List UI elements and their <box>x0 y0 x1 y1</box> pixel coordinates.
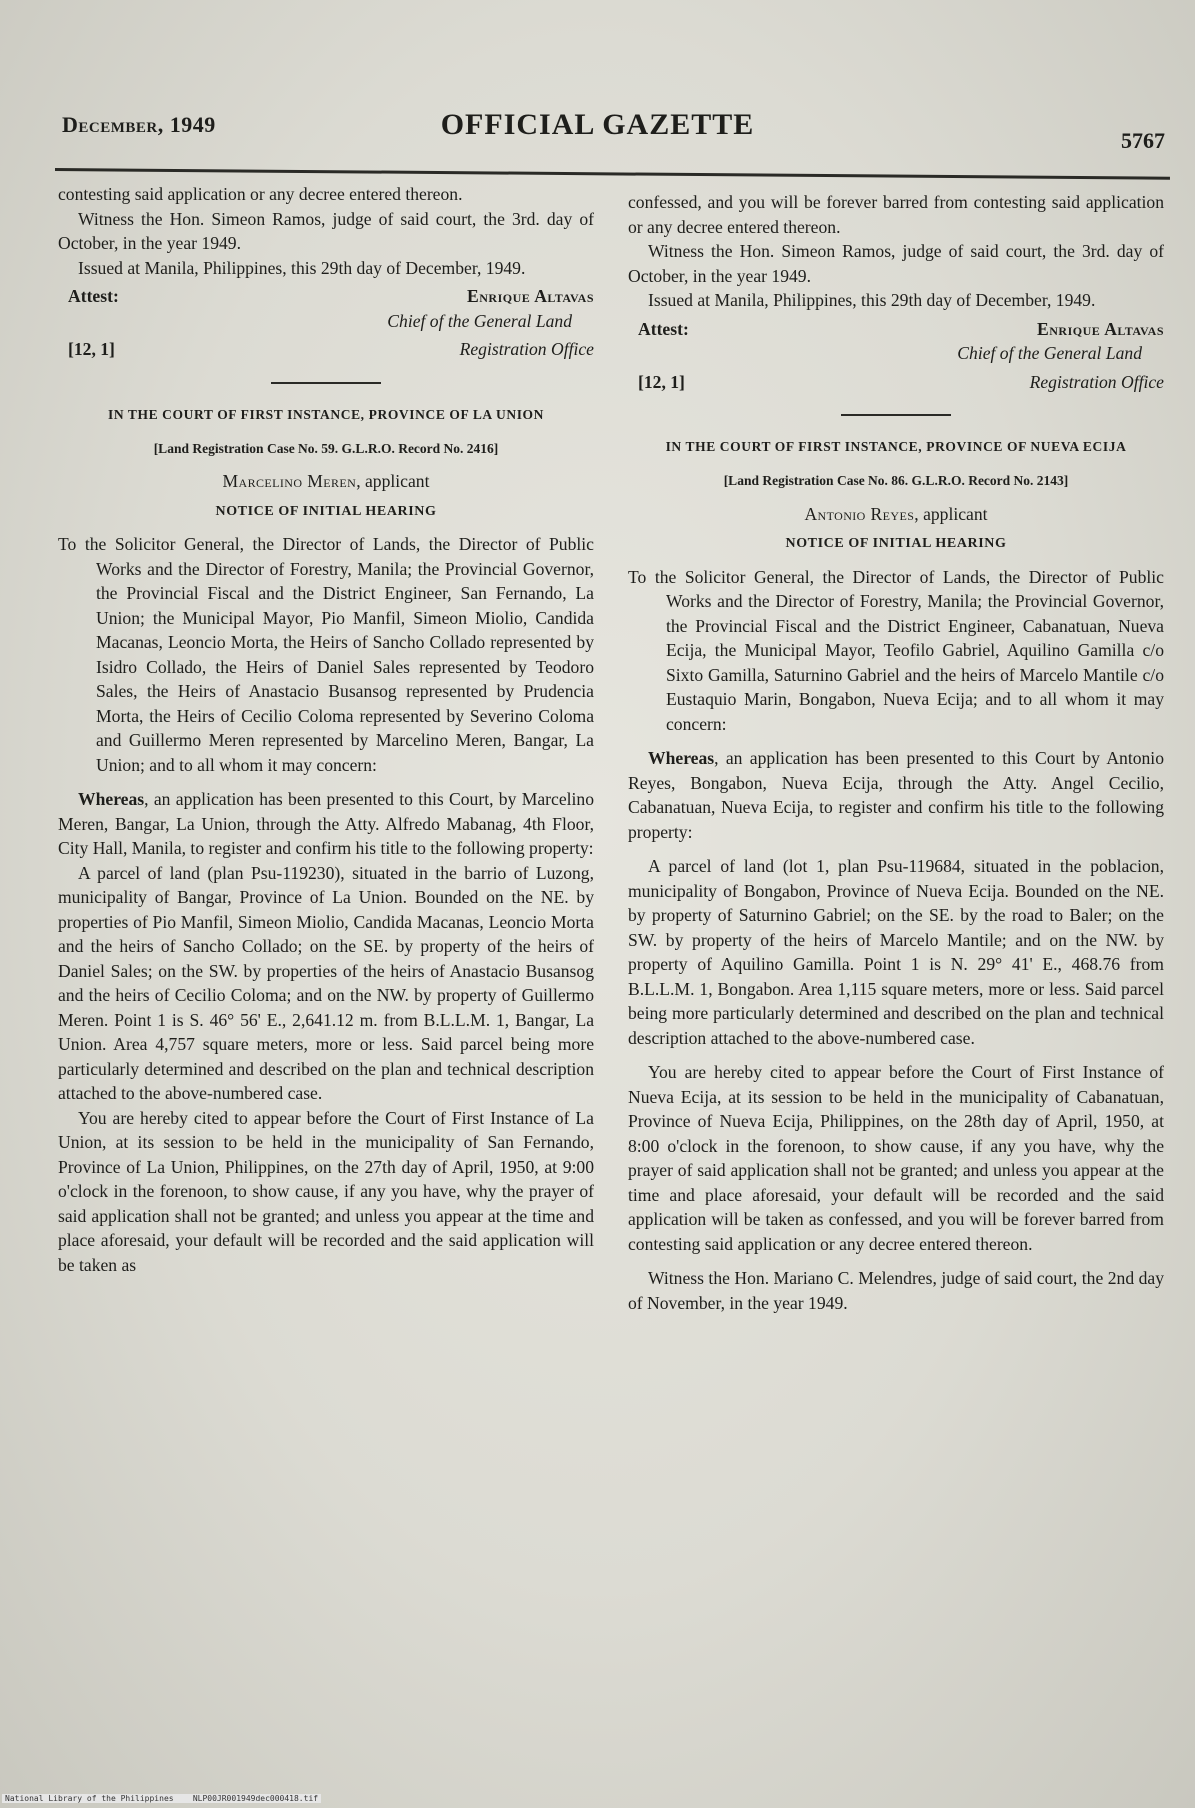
applicant-line <box>628 502 1164 527</box>
whereas-lead: Whereas <box>78 789 145 809</box>
signer-name: Enrique Altavas <box>1037 318 1164 339</box>
page-number: 5767 <box>1121 128 1165 153</box>
whereas-lead: Whereas <box>648 748 715 768</box>
court-heading: IN THE COURT OF FIRST INSTANCE, PROVINCE OF NUEVA ECIJA <box>665 439 1127 454</box>
applicant-line <box>58 469 594 494</box>
addressees: To the Solicitor General, the Director of Lands, the Director of Public Works and the Director of Forestry, Manila; the Provincial Governor, the Provincial Fiscal and the District Engineer, Cabanatuan, Nueva Ecija, the Municipal Mayor, Teofilo Gabriel, Aquilino Gamilla c/o Sixto Gamilla, Saturnino Gabriel and the heirs of Marcelo Mantile c/o Eustaquio Marin, Bongabon, Nueva Ecija; and to all whom it may concern: <box>628 566 1164 734</box>
ref-row <box>628 370 1164 395</box>
court-heading: IN THE COURT OF FIRST INSTANCE, PROVINCE OF LA UNION <box>107 406 545 422</box>
notice-title: NOTICE OF INITIAL HEARING <box>215 503 437 519</box>
signer-title: Chief of the General Land <box>387 310 572 331</box>
attest-row <box>628 317 1164 342</box>
scan-footer <box>2 1794 321 1803</box>
citation-paragraph: You are hereby cited to appear before the Court of First Instance of Nueva Ecija, at its session to be held in the municipality of Cabanatuan, Province of Nueva Ecija, Philippines, on the 28th day of April, 1950, at 8:00 o'clock in the forenoon, to show cause, if any you have, why the prayer of said application shall not be granted; and unless you appear at the time and place aforesaid, your default will be recorded and the said application will be taken as confessed, and you will be forever barred from contesting said application or any decree entered thereon. <box>628 1062 1164 1254</box>
header-title: OFFICIAL GAZETTE <box>440 108 755 141</box>
applicant-suffix: , applicant <box>914 503 988 524</box>
whereas-paragraph <box>58 787 594 861</box>
right-column <box>628 190 1164 1315</box>
signer-title: Chief of the General Land <box>957 343 1142 363</box>
section-divider <box>841 414 951 416</box>
attest-label: Attest: <box>638 318 689 339</box>
closing-paragraph: contesting said application or any decree entered thereon. <box>58 184 463 204</box>
citation-paragraph: You are hereby cited to appear before the Court of First Instance of La Union, at its session to be held in the municipality of San Fernando, Province of La Union, Philippines, on the 27th day of April, 1950, at 9:00 o'clock in the forenoon, to show cause, if any you have, why the prayer of said application shall not be granted; and unless you appear at the time and place aforesaid, your default will be recorded and the said application will be taken as <box>58 1107 594 1275</box>
closing-paragraph: confessed, and you will be forever barred from contesting said application or any decree entered thereon. <box>628 192 1164 237</box>
section-divider <box>271 382 381 384</box>
property-description: A parcel of land (lot 1, plan Psu-119684, situated in the poblacion, municipality of Bongabon, Province of Nueva Ecija. Bounded on the NE. by property of Saturnino Gabriel; on the SE. by the road to Baler; on the SW. by property of the heirs of Marcelo Mantile; and on the NW. by property of Aquilino Gamilla. Point 1 is N. 29° 41' E., 468.76 from B.L.L.M. 1, Bongabon. Area 1,115 square meters, more or less. Said parcel being more particularly determined and described on the plan and technical description attached to the above-numbered case. <box>628 856 1164 1048</box>
footer-source: National Library of the Philippines <box>5 1794 174 1803</box>
signer-name: Enrique Altavas <box>467 286 594 306</box>
closing-paragraph: Witness the Hon. Simeon Ramos, judge of said court, the 3rd. day of October, in the year 1949. <box>58 208 594 253</box>
attest-row <box>58 284 594 309</box>
case-line: [Land Registration Case No. 86. G.L.R.O. Record No. 2143] <box>723 473 1069 488</box>
property-description: A parcel of land (plan Psu-119230), situated in the barrio of Luzong, municipality of Bangar, Province of La Union. Bounded on the NE. by properties of Pio Manfil, Simeon Miolio, Candida Macanas, Leoncio Morta and the heirs of Sancho Collado; on the SE. by property of the heirs of Daniel Sales; on the SW. by properties of the heirs of Anastacio Busansog and the heirs of Cecilio Coloma; and on the NW. by property of Guillermo Meren. Point 1 is S. 46° 56' E., 2,641.12 m. from B.L.L.M. 1, Bangar, La Union. Area 4,757 square meters, more or less. Said parcel being more particularly determined and described on the plan and technical description attached to the above-numbered case. <box>58 862 594 1103</box>
whereas-paragraph <box>628 746 1164 844</box>
closing-paragraph: Issued at Manila, Philippines, this 29th day of December, 1949. <box>78 257 526 278</box>
header-rule <box>55 168 1170 180</box>
applicant-name: Antonio Reyes <box>804 503 915 524</box>
closing-paragraph: Issued at Manila, Philippines, this 29th day of December, 1949. <box>648 290 1096 310</box>
applicant-name: Marcelino Meren <box>222 471 357 491</box>
notice-title: NOTICE OF INITIAL HEARING <box>785 536 1007 551</box>
issue-ref: [12, 1] <box>638 371 685 392</box>
ref-row <box>58 337 594 362</box>
addressees: To the Solicitor General, the Director of Lands, the Director of Public Works and the Director of Forestry, Manila; the Provincial Governor, the Provincial Fiscal and the District Engineer, San Fernando, La Union; the Municipal Mayor, Pio Manfil, Simeon Miolio, Candida Macanas, Leoncio Morta, the Heirs of Sancho Collado represented by Isidro Collado, the Heirs of Daniel Sales represented by Teodoro Sales, the Heirs of Anastacio Busansog represented by Prudencia Morta, the Heirs of Cecilio Coloma represented by Severino Coloma and Guillermo Meren represented by Marcelino Meren, Bangar, La Union; and to all whom it may concern: <box>58 534 594 775</box>
witness-paragraph: Witness the Hon. Mariano C. Melendres, judge of said court, the 2nd day of November, in the year 1949. <box>628 1268 1164 1313</box>
case-line: [Land Registration Case No. 59. G.L.R.O. Record No. 2416] <box>153 440 499 456</box>
signer-office: Registration Office <box>1029 371 1164 392</box>
applicant-suffix: , applicant <box>356 471 430 491</box>
signer-office: Registration Office <box>459 339 594 359</box>
whereas-text: , an application has been presented to this Court by Antonio Reyes, Bongabon, Nueva Ecija, through the Atty. Angel Cecilio, Cabanatuan, Nueva Ecija, to register and confirm his title to the following property: <box>628 748 1164 842</box>
whereas-text: , an application has been presented to this Court, by Marcelino Meren, Bangar, La Union, through the Atty. Alfredo Mabanag, 4th Floor, City Hall, Manila, to register and confirm his title to the following property: <box>58 789 594 858</box>
footer-file: NLP00JR001949dec000418.tif <box>192 1794 319 1803</box>
left-column <box>58 182 594 1277</box>
header-date: December, 1949 <box>62 112 216 137</box>
attest-label: Attest: <box>68 286 119 306</box>
issue-ref: [12, 1] <box>68 339 115 359</box>
closing-paragraph: Witness the Hon. Simeon Ramos, judge of said court, the 3rd. day of October, in the year 1949. <box>628 241 1164 286</box>
